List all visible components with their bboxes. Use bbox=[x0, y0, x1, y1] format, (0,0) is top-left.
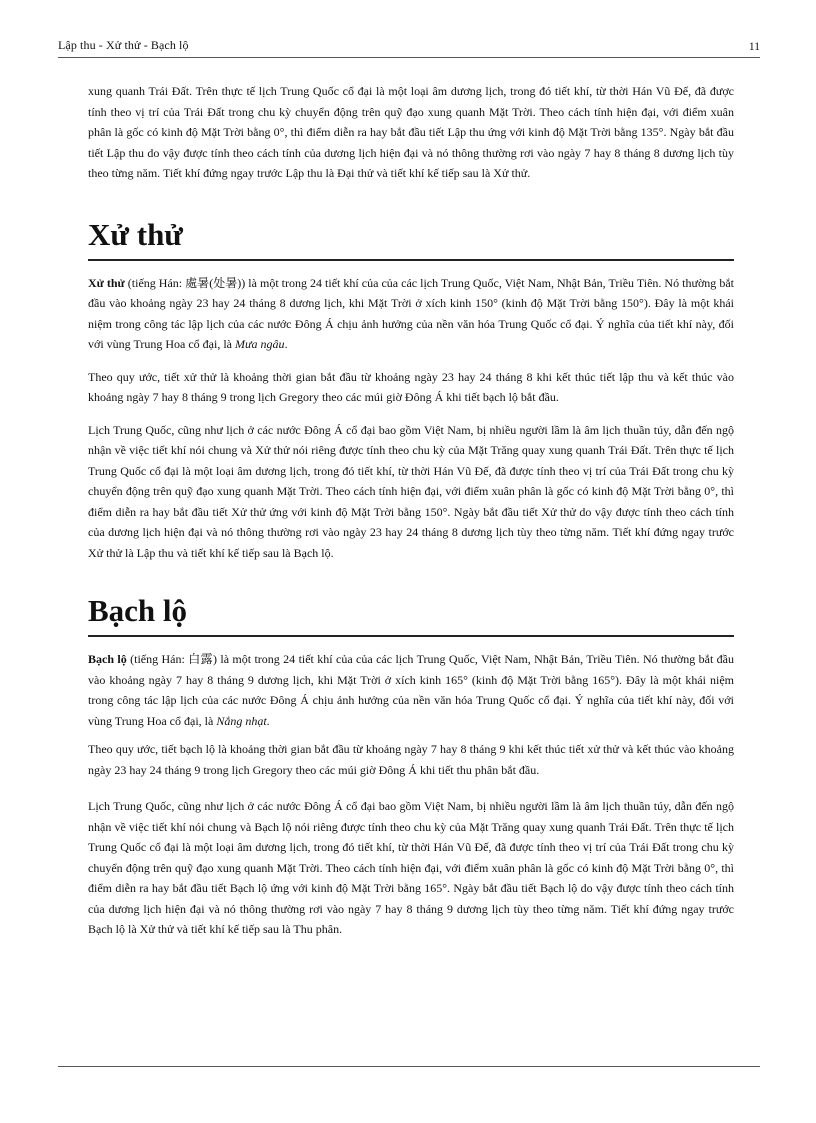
xu-thu-definition-text: (tiếng Hán: 處暑(处暑)) là một trong 24 tiết khí của của các lịch Trung Quốc, Việt Nam, Nhật Bản, Triều Tiên. Nó thường bắt đầu vào khoảng ngày 23 hay 24 tháng 8 dương lịch, khi Mặt Trời ở xích kinh 150° (kinh độ Mặt Trời bằng 150°). Đây là một khái niệm trong công tác lập lịch của các nước Đông Á chịu ảnh hưởng của nền văn hóa Trung Quốc cổ đại. Ý nghĩa của tiết khí này, đối với vùng Trung Hoa cổ đại, là bbox=[88, 275, 734, 351]
header-divider bbox=[58, 57, 760, 58]
xu-thu-definition-paragraph bbox=[88, 273, 734, 355]
bach-lo-calendar-paragraph: Lịch Trung Quốc, cũng như lịch ở các nước Đông Á cổ đại bao gồm Việt Nam, bị nhiều người lầm là âm lịch thuần túy, dẫn đến ngộ nhận về việc tiết khí nói chung và Bạch lộ nói riêng được tính theo chu kỳ của Mặt Trăng quay xung quanh Trái Đất. Trên thực tế lịch Trung Quốc cổ đại là một loại âm dương lịch, trong đó tiết khí, từ thời Hán Vũ Đế, đã được tính theo vị trí của Trái Đất trong chu kỳ chuyển động trên quỹ đạo xung quanh Mặt Trời. Theo cách tính hiện đại, với điểm xuân phân là gốc có kinh độ Mặt Trời bằng 0°, thì điểm diễn ra hay bắt đầu tiết Bạch lộ ứng với kinh độ Mặt Trời bằng 165°. Ngày bắt đầu tiết Bạch lộ do vậy được tính theo cách tính của dương lịch hiện đại và nó thông thường rơi vào ngày 7 hay 8 tháng 9 dương lịch tùy theo từng năm. Tiết khí đứng ngay trước Bạch lộ là Xử thử và tiết khí kế tiếp sau là Thu phân. bbox=[88, 799, 734, 936]
bach-lo-definition-text: (tiếng Hán: 白露) là một trong 24 tiết khí của của các lịch Trung Quốc, Việt Nam, Nhật Bản, Triều Tiên. Nó thường bắt đầu vào khoảng ngày 7 hay 8 tháng 9 dương lịch, khi Mặt Trời ở xích kinh 165° (kinh độ Mặt Trời bằng 165°). Đây là một khái niệm trong công tác lập lịch của các nước Đông Á chịu ảnh hưởng của nền văn hóa Trung Quốc cổ đại. Ý nghĩa của tiết khí này, đối với vùng Trung Hoa cổ đại, là bbox=[88, 652, 734, 728]
xu-thu-convention-paragraph: Theo quy ước, tiết xử thử là khoảng thời gian bắt đầu từ khoảng ngày 23 hay 24 tháng 8 khi kết thúc tiết lập thu và kết thúc vào khoảng ngày 7 hay 8 tháng 9 trong lịch Gregory theo các múi giờ Đông Á khi tiết bạch lộ bắt đầu. bbox=[88, 369, 734, 404]
xu-thu-term: Xử thử bbox=[88, 275, 125, 290]
intro-paragraph: xung quanh Trái Đất. Trên thực tế lịch Trung Quốc cổ đại là một loại âm dương lịch, trong đó tiết khí, từ thời Hán Vũ Đế, đã được tính theo vị trí của Trái Đất trong chu kỳ chuyển động trên quỹ đạo xung quanh Mặt Trời. Theo cách tính hiện đại, với điểm xuân phân là gốc có kinh độ Mặt Trời bằng 0°, thì điểm diễn ra hay bắt đầu tiết Lập thu ứng với kinh độ Mặt Trời bằng 135°. Ngày bắt đầu tiết Lập thu do vậy được tính theo cách tính của dương lịch hiện đại và nó thông thường rơi vào ngày 7 hay 8 tháng 8 dương lịch tùy theo từng năm. Tiết khí đứng ngay trước Lập thu là Đại thử và tiết khí kế tiếp sau là Xử thử. bbox=[88, 84, 734, 180]
xu-thu-meaning: Mưa ngâu bbox=[235, 337, 285, 351]
xu-thu-calendar-paragraph: Lịch Trung Quốc, cũng như lịch ở các nước Đông Á cổ đại bao gồm Việt Nam, bị nhiều người lầm là âm lịch thuần túy, dẫn đến ngộ nhận về việc tiết khí nói chung và Xử thử nói riêng được tính theo chu kỳ của Mặt Trăng quay xung quanh Trái Đất. Trên thực tế lịch Trung Quốc cổ đại là một loại âm dương lịch, trong đó tiết khí, từ thời Hán Vũ Đế, đã được tính theo vị trí của Trái Đất trong chu kỳ chuyển động trên quỹ đạo xung quanh Mặt Trời. Theo cách tính hiện đại, với điểm xuân phân là gốc có kinh độ Mặt Trời bằng 0°, thì điểm diễn ra hay bắt đầu tiết Xử thử ứng với kinh độ Mặt Trời bằng 150°. Ngày bắt đầu tiết Xử thử do vậy được tính theo cách tính của dương lịch hiện đại và nó thông thường rơi vào ngày 23 hay 24 tháng 8 dương lịch tùy theo từng năm. Tiết khí đứng ngay trước Xử thử là Lập thu và tiết khí kế tiếp sau là Bạch lộ. bbox=[88, 422, 734, 560]
bach-lo-definition-end: . bbox=[266, 713, 270, 728]
page-number: 11 bbox=[748, 41, 760, 53]
document-body bbox=[88, 81, 734, 952]
bach-lo-convention-paragraph: Theo quy ước, tiết bạch lộ là khoảng thời gian bắt đầu từ khoảng ngày 7 hay 8 tháng 9 khi kết thúc tiết xử thử và kết thúc vào khoảng ngày 23 hay 24 tháng 9 trong lịch Gregory theo các múi giờ Đông Á khi tiết thu phân bắt đầu. bbox=[88, 742, 734, 777]
section-heading-xu-thu: Xử thử bbox=[88, 217, 734, 261]
section-heading-bach-lo: Bạch lộ bbox=[88, 593, 734, 637]
xu-thu-definition-end: . bbox=[284, 337, 288, 351]
bach-lo-definition-paragraph bbox=[88, 649, 734, 731]
footer-divider bbox=[58, 1066, 760, 1067]
bach-lo-meaning: Nắng nhạt bbox=[216, 713, 267, 728]
running-title: Lập thu - Xử thử - Bạch lộ bbox=[58, 38, 189, 52]
bach-lo-term: Bạch lộ bbox=[88, 652, 127, 666]
